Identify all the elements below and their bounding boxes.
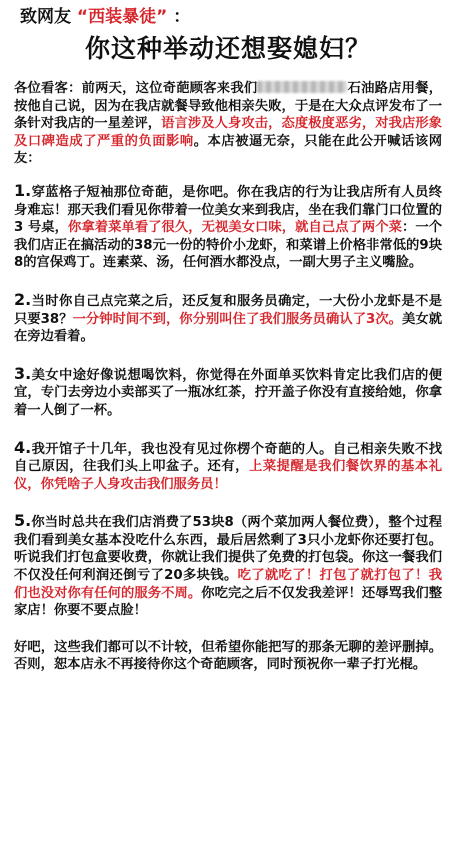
header-line [20, 6, 442, 28]
item-1-number: 1. [14, 180, 32, 200]
main-title: 你这种举动还想娶媳妇？ [84, 34, 371, 63]
item-2-text-2: 美女就在旁边看着。 [14, 311, 442, 345]
item-1-text-1: 穿蓝格子短袖那位奇葩，是你吧。你在我店的行为让我店所有人员终身难忘！那天我们看见你带着一位美女来到我店，坐在我们靠门口位置的 3 号桌， [14, 184, 442, 236]
item-1-text-2: ：一个我们店正在搞活动的38元一份的特价小龙虾，和菜谱上价格非常低的9块8的宫保鸡丁。连素菜、汤，任何酒水都没点，一副大男子主义嘴脸。 [14, 220, 443, 271]
item-3-text-1: 美女中途好像说想喝饮料，你觉得在外面单买饮料肯定比我们店的便宜，专门去旁边小卖部买了一瓶冰红茶，拧开盖子你没有直接给她，你拿着一人倒了一杯。 [14, 367, 442, 418]
item-5-number: 5. [14, 511, 32, 531]
intro-highlight: 语言涉及人身攻击，态度极度恶劣，对我店形象及口碑造成了严重的负面影响 [14, 116, 443, 149]
item-5-text-2: 你吃完之后不仅发我差评！还辱骂我们整家店！你要不要点脸！ [14, 585, 443, 619]
header-nickname: “西装暴徒” [76, 7, 168, 27]
item-4-highlight: 上菜提醒是我们餐饮界的基本礼仪，你凭啥子人身攻击我们服务员！ [14, 459, 443, 492]
item-3 [14, 365, 442, 420]
item-5 [14, 512, 442, 620]
item-4 [14, 439, 442, 494]
intro-text-2: 石油路店用餐，按他自己说，因为在我店就餐导致他相亲失败，于是在大众点评发布了一条针对我店的一星差评， [14, 81, 442, 132]
item-2 [14, 291, 442, 346]
item-1 [14, 182, 442, 272]
header-suffix: ： [173, 7, 191, 27]
item-4-number: 4. [14, 437, 32, 457]
intro-text-3: 。本店被逼无奈，只能在此公开喊话该网友： [14, 133, 443, 167]
blurred-store-name [257, 81, 347, 93]
intro-text-1: 各位看客：前两天，这位奇葩顾客来我们 [14, 81, 258, 96]
item-2-text-1: 当时你自己点完菜之后，还反复和服务员确定，一大份小龙虾是不是只要38？ [14, 293, 442, 327]
item-2-number: 2. [14, 289, 32, 309]
item-5-text-1: 你当时总共在我们店消费了53块8（两个菜加两人餐位费），整个过程我们看到美女基本没吃什么东西，最后居然剩了3只小龙虾你还要打包。听说我们打包盒要收费，你就让我们提供了免费的打包袋。你这一餐我们不仅没任何利润还倒亏了20多块钱。 [14, 515, 442, 584]
closing-paragraph: 好吧，这些我们都可以不计较，但希望你能把写的那条无聊的差评删掉。否则，恕本店永不再接待你这个奇葩顾客，同时预祝你一辈子打光棍。 [14, 639, 442, 673]
item-4-text-1: 我开馆子十几年，我也没有见过你楞个奇葩的人。自己相亲失败不找自己原因，往我们头上叩盆子。还有， [14, 441, 442, 475]
item-1-highlight: 你拿着菜单看了很久，无视美女口味，就自己点了两个菜 [68, 220, 402, 236]
header-prefix: 致网友 [20, 7, 71, 27]
item-5-highlight: 吃了就吃了！打包了就打包了！我们也没对你有任何的服务不周。 [14, 568, 442, 601]
intro-paragraph [14, 80, 442, 168]
item-2-highlight: 一分钟时间不到，你分别叫住了我们服务员确认了3次。 [72, 311, 403, 327]
item-3-number: 3. [14, 363, 32, 383]
